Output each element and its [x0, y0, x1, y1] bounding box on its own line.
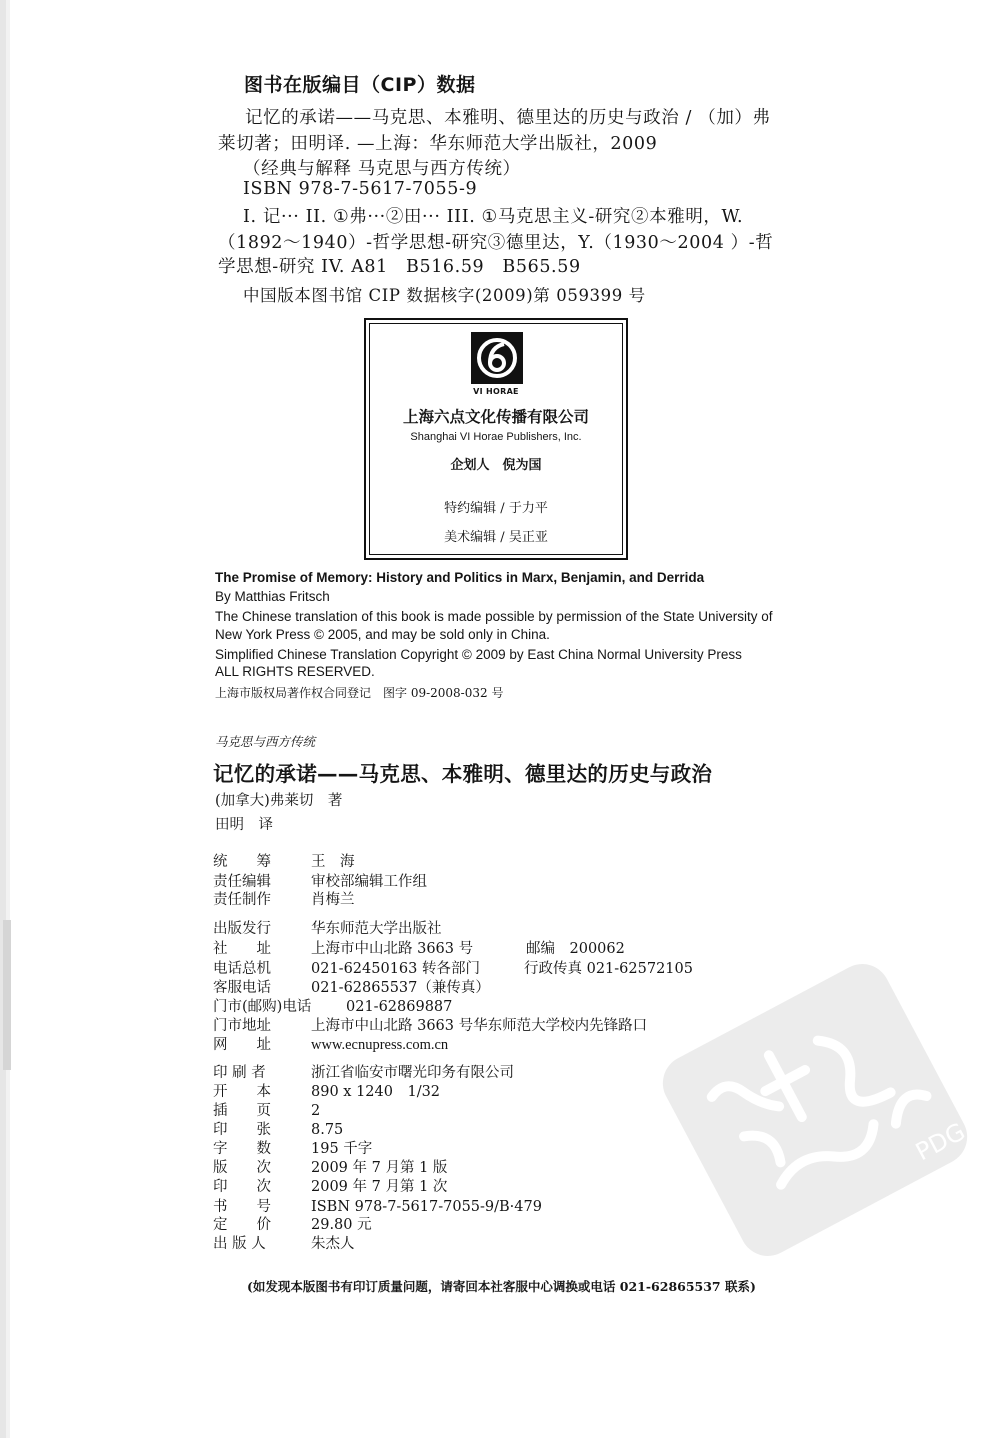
english-copyright: Simplified Chinese Translation Copyright © 2009 by East China Normal University Press [215, 647, 742, 662]
value-service: 021-62865537（兼传真） [311, 980, 490, 996]
label-editor: 责任编辑 [213, 874, 271, 890]
label-coordinator: 统 筹 [213, 854, 271, 870]
scan-edge-shadow [0, 0, 18, 1438]
label-producer: 责任制作 [213, 892, 271, 908]
english-author: By Matthias Fritsch [215, 589, 330, 604]
watermark-text: PDG [911, 1117, 970, 1167]
label-mailorder: 门市(邮购)电话 [213, 999, 312, 1015]
value-publisher: 华东师范大学出版社 [311, 921, 442, 937]
book-translator: 田明 译 [215, 817, 273, 833]
label-publisher: 出版发行 [213, 921, 271, 937]
value-edition: 2009 年 7 月第 1 版 [311, 1160, 448, 1176]
english-permission-1: The Chinese translation of this book is made possible by permission of the State University of [215, 609, 773, 624]
value-printer: 浙江省临安市曙光印务有限公司 [311, 1065, 514, 1081]
cip-line-1: 记忆的承诺——马克思、本雅明、德里达的历史与政治 / （加）弗 [245, 108, 771, 128]
cip-line-6: （1892～1940）-哲学思想-研究③德里达，Y.（1930～2004 ）-哲 [218, 233, 774, 253]
value-fax: 行政传真 021-62572105 [524, 961, 693, 977]
value-price: 29.80 元 [311, 1217, 372, 1233]
label-printer: 印 刷 者 [213, 1065, 266, 1081]
label-isbn: 书 号 [213, 1199, 271, 1215]
planner: 企划人 倪为国 [450, 458, 542, 473]
value-address: 上海市中山北路 3663 号 [311, 941, 474, 957]
vi-horae-logo-icon [471, 332, 523, 384]
copyright-registration: 上海市版权局著作权合同登记 图字 09-2008-032 号 [215, 686, 504, 700]
cip-line-5: I. 记··· II. ①弗···②田··· III. ①马克思主义-研究②本雅明，W. [243, 207, 744, 227]
value-web: www.ecnupress.com.cn [311, 1037, 449, 1053]
book-title: 记忆的承诺——马克思、本雅明、德里达的历史与政治 [213, 762, 713, 786]
quality-notice: (如发现本版图书有印订质量问题，请寄回本社客服中心调换或电话 021-62865537 联系) [247, 1279, 756, 1294]
value-editor: 审校部编辑工作组 [311, 874, 427, 890]
label-publisher-person: 出 版 人 [213, 1236, 266, 1252]
label-plates: 插 页 [213, 1103, 271, 1119]
value-postcode: 邮编 200062 [526, 941, 625, 957]
cip-verification: 中国版本图书馆 CIP 数据核字(2009)第 059399 号 [243, 286, 646, 305]
value-store: 上海市中山北路 3663 号华东师范大学校内先锋路口 [311, 1018, 648, 1034]
value-isbn: ISBN 978-7-5617-7055-9/B·479 [311, 1199, 542, 1215]
value-producer: 肖梅兰 [311, 892, 355, 908]
english-title: The Promise of Memory: History and Politics in Marx, Benjamin, and Derrida [215, 570, 705, 585]
english-rights: ALL RIGHTS RESERVED. [215, 664, 375, 679]
special-editor: 特约编辑 / 于力平 [444, 501, 548, 516]
label-web: 网 址 [213, 1037, 271, 1053]
value-plates: 2 [311, 1103, 321, 1119]
series-name: 马克思与西方传统 [215, 734, 316, 749]
label-store: 门市地址 [213, 1018, 271, 1034]
publisher-name-en: Shanghai VI Horae Publishers, Inc. [410, 431, 582, 443]
value-publisher-person: 朱杰人 [311, 1236, 355, 1252]
label-service: 客服电话 [213, 980, 271, 996]
value-words: 195 千字 [311, 1141, 373, 1157]
cip-line-4: ISBN 978-7-5617-7055-9 [243, 179, 478, 199]
cip-line-2: 莱切著；田明译. —上海：华东师范大学出版社，2009 [218, 134, 658, 154]
label-sheets: 印 张 [213, 1122, 271, 1138]
publisher-box [364, 318, 628, 560]
label-words: 字 数 [213, 1141, 271, 1157]
cip-line-7: 学思想-研究 IV. A81 B516.59 B565.59 [218, 257, 581, 277]
label-format: 开 本 [213, 1084, 271, 1100]
value-coordinator: 王 海 [311, 854, 355, 870]
cip-heading: 图书在版编目（CIP）数据 [244, 74, 476, 96]
label-phone: 电话总机 [213, 961, 271, 977]
logo-caption: VI HORAE [473, 387, 519, 396]
label-edition: 版 次 [213, 1160, 271, 1176]
label-printing: 印 次 [213, 1179, 271, 1195]
publisher-name-cn: 上海六点文化传播有限公司 [402, 408, 589, 426]
cip-line-3: （经典与解释 马克思与西方传统） [243, 159, 521, 179]
value-sheets: 8.75 [311, 1122, 344, 1138]
art-editor: 美术编辑 / 吴正亚 [444, 530, 548, 545]
label-price: 定 价 [213, 1217, 271, 1233]
value-phone: 021-62450163 转各部门 [311, 961, 480, 977]
value-printing: 2009 年 7 月第 1 次 [311, 1179, 448, 1195]
label-address: 社 址 [213, 941, 271, 957]
english-permission-2: New York Press © 2005, and may be sold only in China. [215, 627, 550, 642]
value-format: 890 x 1240 1/32 [311, 1084, 441, 1100]
value-mailorder: 021-62869887 [346, 999, 453, 1015]
pdg-seal-watermark [650, 960, 980, 1260]
book-author: (加拿大)弗莱切 著 [215, 793, 343, 809]
